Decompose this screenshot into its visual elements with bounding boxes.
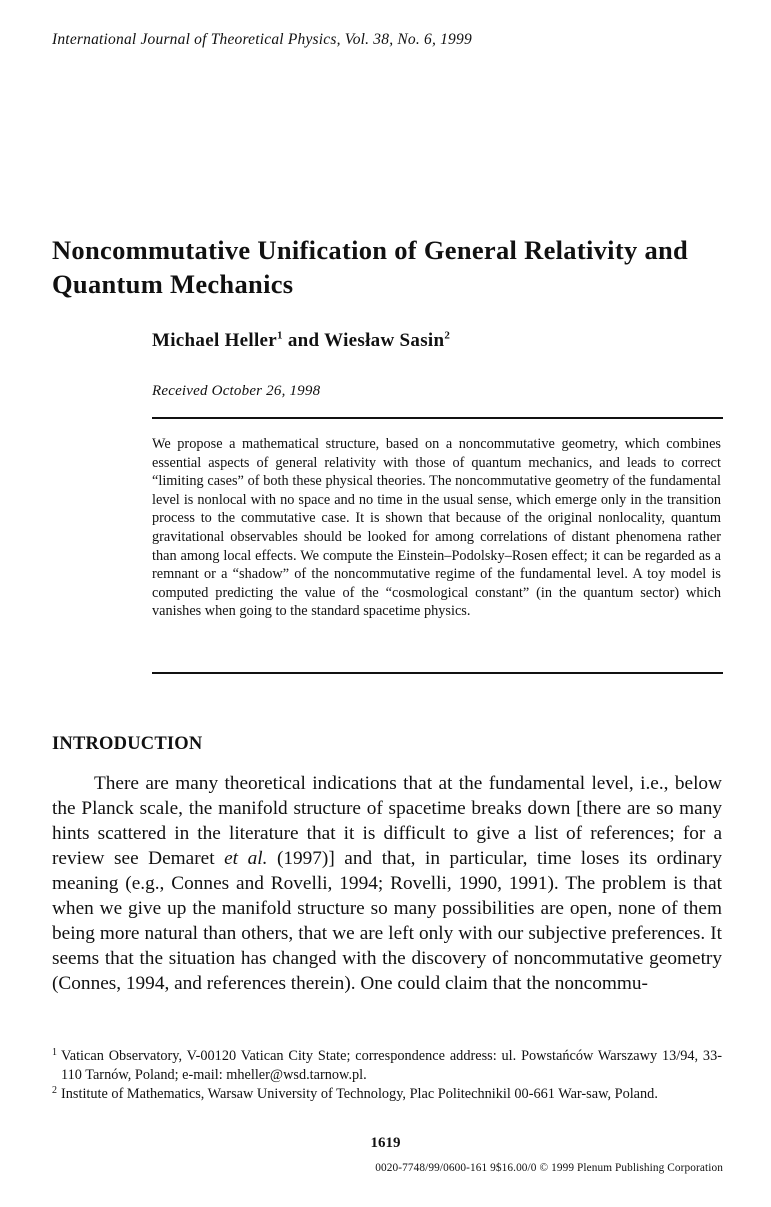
intro-et-al: et al. xyxy=(224,848,268,869)
abstract-top-rule xyxy=(152,417,723,419)
footnote-1 xyxy=(52,1047,722,1084)
author-1: Michael Heller xyxy=(152,330,278,351)
journal-header: International Journal of Theoretical Physics, Vol. 38, No. 6, 1999 xyxy=(52,31,472,48)
footnote-2-mark: 2 xyxy=(52,1085,57,1096)
section-heading-introduction: INTRODUCTION xyxy=(52,734,203,754)
article-title: Noncommutative Unification of General Relativity and Quantum Mechanics xyxy=(52,235,689,299)
page-number xyxy=(0,1135,771,1152)
introduction-paragraph xyxy=(52,771,722,996)
author-separator: and xyxy=(282,330,325,351)
author-1-mark: 1 xyxy=(277,329,283,342)
page-number-text: 1619 xyxy=(370,1135,401,1151)
received-date: Received October 26, 1998 xyxy=(152,383,321,399)
footnote-2-text: Institute of Mathematics, Warsaw University of Technology, Plac Politechnikil 00-661 War-saw, Poland. xyxy=(61,1086,658,1102)
footnote-2 xyxy=(52,1085,722,1104)
intro-text-part-2: (1997)] and that, in particular, time loses its ordinary meaning (e.g., Connes and Rovelli, 1994; Rovelli, 1990, 1991). The problem is that when we give up the manifold structure so many possibilities are open, none of them being more natural than others, that we are left only with our subjective preferences. It seems that the situation has changed with the discovery of noncommutative geometry (Connes, 1994, and references therein). One could claim that the noncommu- xyxy=(52,848,722,994)
intro-text-part-1: There are many theoretical indications that at the fundamental level, i.e., below the Planck scale, the manifold structure of spacetime breaks down [there are so many hints scattered in the literature that it is difficult to give a list of references; for a review see Demaret xyxy=(52,773,722,869)
abstract: We propose a mathematical structure, based on a noncommutative geometry, which combines essential aspects of general relativity with those of quantum mechanics, and leads to correct “limiting cases” of both these physical theories. The noncommutative geometry of the fundamental level is nonlocal with no space and no time in the usual sense, which emerge only in the transition process to the commutative case. It is shown that because of the original nonlocality, quantum gravitational observables should be looked for among correlations of distant phenomena rather than among local effects. We compute the Einstein–Podolsky–Rosen effect; it can be regarded as a remnant or a “shadow” of the noncommutative regime of the fundamental level. A toy model is computed predicting the value of the “cosmological constant” (in the quantum sector) which vanishes when going to the standard spacetime physics. xyxy=(152,436,721,620)
copyright-line: 0020-7748/99/0600-161 9$16.00/0 © 1999 Plenum Publishing Corporation xyxy=(375,1162,723,1174)
footnote-1-text: Vatican Observatory, V-00120 Vatican City State; correspondence address: ul. Powstańców Warszawy 13/94, 33-110 Tarnów, Poland; e-mail: mheller@wsd.tarnow.pl. xyxy=(61,1048,722,1083)
author-line xyxy=(152,330,450,352)
author-2: Wiesław Sasin xyxy=(324,330,445,351)
author-2-mark: 2 xyxy=(444,329,451,342)
abstract-bottom-rule xyxy=(152,672,723,674)
footnote-1-mark: 1 xyxy=(52,1047,57,1058)
